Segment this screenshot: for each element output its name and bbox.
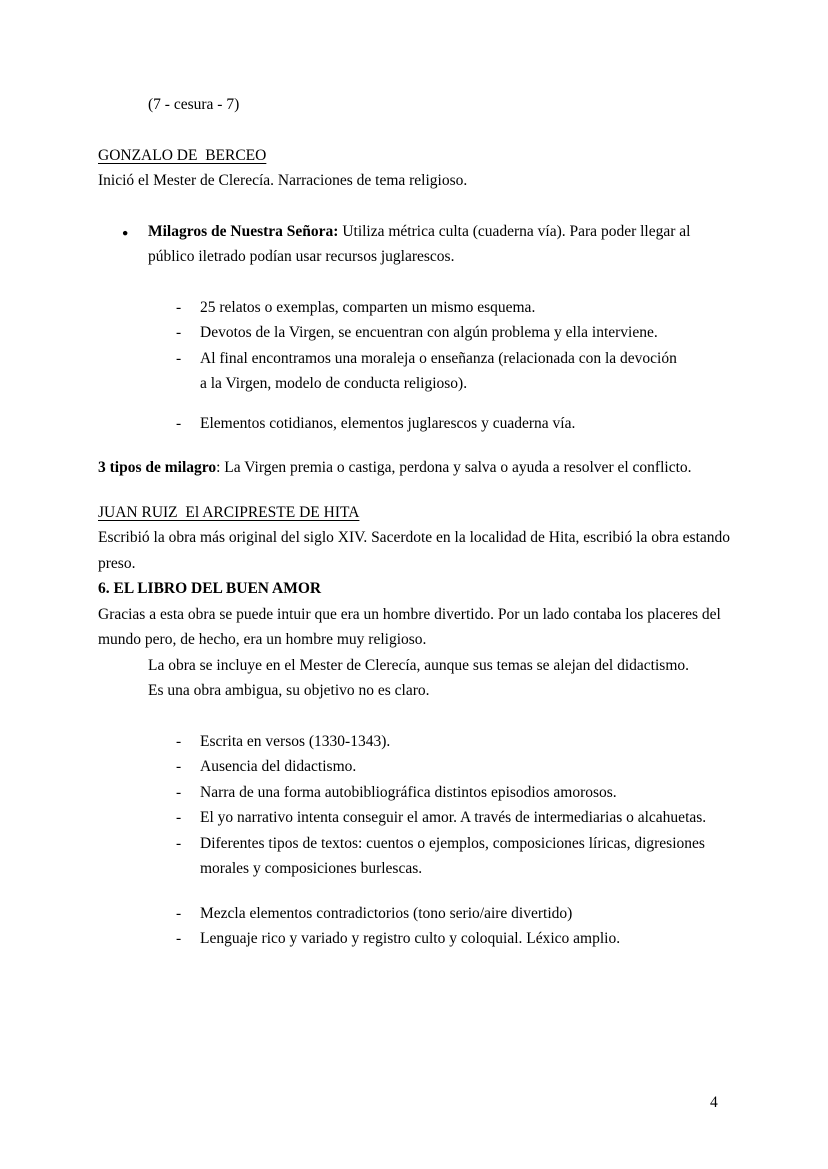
milagros-rest: Utiliza métrica culta (cuaderna vía). Para poder llegar al público iletrado podían usar recursos juglarescos. bbox=[148, 222, 695, 265]
section-heading-gonzalo-de-berceo: GONZALO DE BERCEO bbox=[98, 146, 267, 164]
list-item-text: Mezcla elementos contradictorios (tono serio/aire divertido) bbox=[200, 904, 573, 922]
tipos-de-milagro-paragraph bbox=[98, 455, 730, 481]
list-item bbox=[176, 831, 730, 882]
juan-paragraph-1: Gracias a esta obra se puede intuir que era un hombre divertido. Por un lado contaba los placeres del mundo pero, de hecho, era un hombre muy religioso. bbox=[98, 605, 725, 648]
dash-icon: - bbox=[176, 414, 182, 432]
list-item bbox=[176, 901, 730, 927]
bullet-text bbox=[148, 219, 693, 270]
juan-intro: Escribió la obra más original del siglo XIV. Sacerdote en la localidad de Hita, escribió la obra estando preso. bbox=[98, 529, 734, 572]
list-item-text: Devotos de la Virgen, se encuentran con algún problema y ella interviene. bbox=[200, 324, 658, 341]
list-item-text: Ausencia del didactismo. bbox=[200, 758, 357, 775]
list-item bbox=[176, 295, 730, 321]
list-item bbox=[176, 926, 730, 952]
list-item-text: Lenguaje rico y variado y registro culto y coloquial. Léxico amplio. bbox=[200, 930, 621, 947]
dash-icon: - bbox=[176, 809, 182, 826]
bullet-item-milagros bbox=[122, 219, 730, 270]
list-item bbox=[176, 780, 730, 806]
dash-icon: - bbox=[176, 324, 182, 341]
juan-paragraph-3: Es una obra ambigua, su objetivo no es claro. bbox=[148, 682, 430, 699]
dash-icon: - bbox=[176, 904, 182, 922]
list-item bbox=[176, 754, 730, 780]
milagros-sublist bbox=[98, 295, 730, 437]
list-item-text: Diferentes tipos de textos: cuentos o ejemplos, composiciones líricas, digresiones morales y composiciones burlescas. bbox=[200, 834, 709, 877]
list-item-text: Al final encontramos una moraleja o enseñanza (relacionada con la devoción a la Virgen, modelo de conducta religioso). bbox=[200, 349, 681, 392]
dash-icon: - bbox=[176, 732, 182, 750]
milagros-lead-bold: Milagros de Nuestra Señora: bbox=[148, 222, 339, 240]
bullet-icon: ● bbox=[122, 227, 129, 239]
juan-paragraph-2: La obra se incluye en el Mester de Clerecía, aunque sus temas se alejan del didactismo. bbox=[148, 656, 690, 674]
dash-icon: - bbox=[176, 349, 182, 367]
subheading-libro-buen-amor: 6. EL LIBRO DEL BUEN AMOR bbox=[98, 580, 322, 597]
list-item-text: Elementos cotidianos, elementos juglarescos y cuaderna vía. bbox=[200, 414, 576, 432]
list-item-text: El yo narrativo intenta conseguir el amor. A través de intermediarias o alcahuetas. bbox=[200, 809, 707, 826]
tipos-rest: : La Virgen premia o castiga, perdona y salva o ayuda a resolver el conflicto. bbox=[216, 459, 692, 476]
gonzalo-intro: Inició el Mester de Clerecía. Narraciones de tema religioso. bbox=[98, 172, 468, 189]
list-item bbox=[176, 805, 730, 831]
list-item bbox=[176, 729, 730, 755]
list-item-text: 25 relatos o exemplas, comparten un mismo esquema. bbox=[200, 298, 536, 316]
section-heading-juan-ruiz: JUAN RUIZ El ARCIPRESTE DE HITA bbox=[98, 503, 360, 521]
list-item bbox=[176, 346, 730, 397]
dash-icon: - bbox=[176, 783, 182, 801]
dash-icon: - bbox=[176, 298, 182, 316]
page-number: 4 bbox=[710, 1094, 718, 1111]
libro-buen-amor-list bbox=[98, 729, 730, 952]
list-item-text: Narra de una forma autobibliográfica distintos episodios amorosos. bbox=[200, 783, 617, 801]
cesura-line: (7 - cesura - 7) bbox=[148, 96, 240, 113]
list-item bbox=[176, 411, 730, 437]
list-item-text: Escrita en versos (1330-1343). bbox=[200, 732, 391, 750]
list-item bbox=[176, 320, 730, 346]
tipos-lead-bold: 3 tipos de milagro bbox=[98, 459, 217, 476]
dash-icon: - bbox=[176, 834, 182, 852]
dash-icon: - bbox=[176, 758, 182, 775]
dash-icon: - bbox=[176, 930, 182, 947]
